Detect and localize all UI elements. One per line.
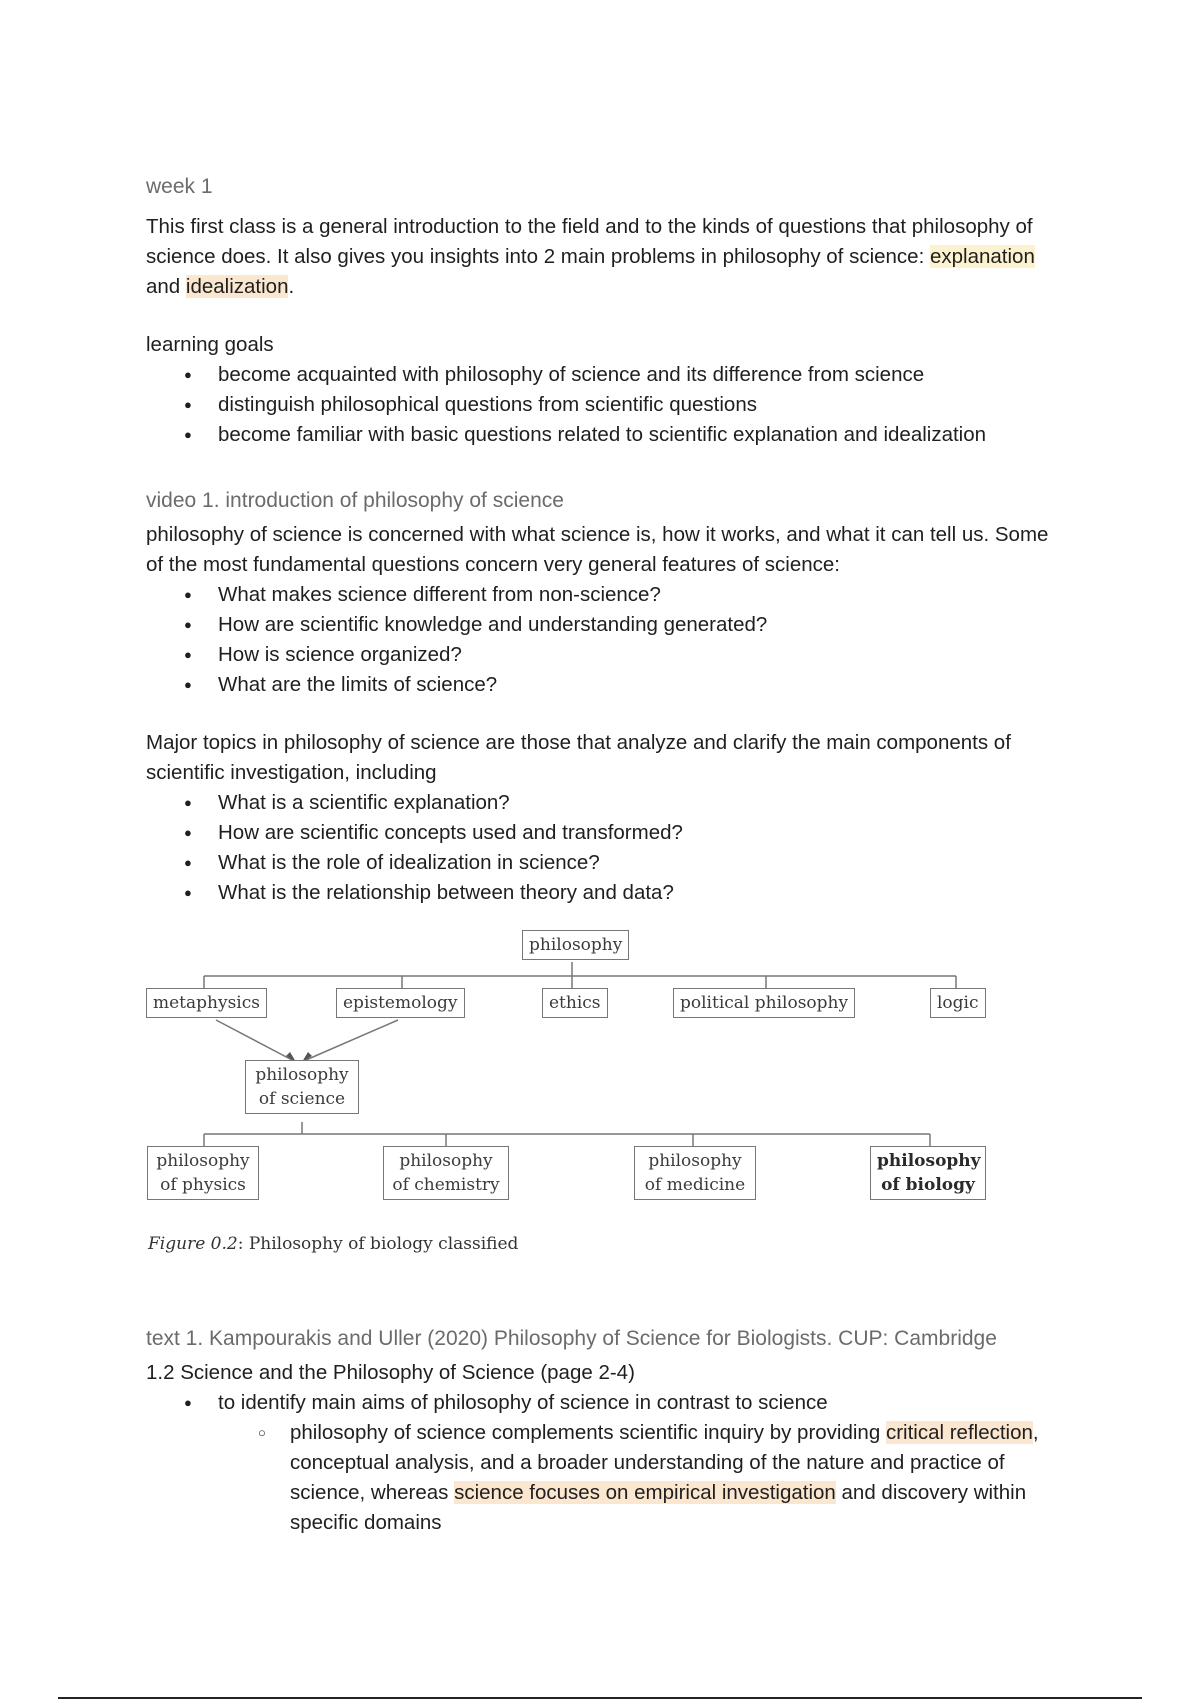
topics-paragraph: Major topics in philosophy of science are those that analyze and clarify the main components of scientific investigation, including bbox=[146, 731, 1011, 784]
node-line: of chemistry bbox=[392, 1175, 500, 1195]
list-item: ● become acquainted with philosophy of science and its difference from science bbox=[218, 360, 1066, 390]
node-ethics: ethics bbox=[542, 988, 608, 1018]
text1-heading: text 1. Kampourakis and Uller (2020) Philosophy of Science for Biologists. CUP: Cambridge bbox=[146, 1327, 997, 1350]
highlight-critical-reflection: critical reflection bbox=[885, 1421, 1033, 1444]
list-item: ● distinguish philosophical questions from scientific questions bbox=[218, 390, 1066, 420]
node-line: of science bbox=[258, 1089, 346, 1109]
highlight-idealization: idealization bbox=[185, 275, 289, 298]
text1-sublist bbox=[218, 1418, 1066, 1538]
intro-text-end: . bbox=[288, 275, 295, 298]
intro-text: This first class is a general introduction to the field and to the kinds of questions that philosophy of science does. It also gives you insights into 2 main problems in philosophy of science: bbox=[146, 215, 1033, 268]
node-line: philosophy bbox=[255, 1065, 349, 1085]
node-philosophy: philosophy bbox=[522, 930, 629, 960]
node-logic: logic bbox=[930, 988, 986, 1018]
week-intro bbox=[146, 212, 1066, 302]
fundamental-questions-list bbox=[146, 580, 1066, 700]
sub-text-mid: , conceptual analysis, and a broader understanding of the nature and practice of science, whereas bbox=[290, 1421, 1039, 1504]
list-item bbox=[218, 1388, 1066, 1538]
intro-text-mid: and bbox=[146, 275, 186, 298]
node-line: of physics bbox=[160, 1175, 246, 1195]
node-political-philosophy: political philosophy bbox=[673, 988, 855, 1018]
node-line: philosophy bbox=[156, 1151, 250, 1171]
list-item: ● How is science organized? bbox=[218, 640, 1066, 670]
node-line: of biology bbox=[881, 1175, 975, 1195]
list-item-text: to identify main aims of philosophy of science in contrast to science bbox=[218, 1391, 828, 1414]
learning-goals-list bbox=[146, 360, 1066, 450]
major-topics-list bbox=[146, 788, 1066, 908]
week-heading: week 1 bbox=[146, 175, 213, 198]
document-body bbox=[146, 172, 1066, 908]
text1-subheading: 1.2 Science and the Philosophy of Science (page 2-4) bbox=[146, 1361, 635, 1384]
node-line: philosophy bbox=[877, 1151, 981, 1171]
figure-caption bbox=[148, 1234, 518, 1254]
node-line: philosophy bbox=[399, 1151, 493, 1171]
caption-label: Figure 0.2 bbox=[148, 1234, 238, 1254]
highlight-explanation: explanation bbox=[929, 245, 1035, 268]
node-metaphysics: metaphysics bbox=[146, 988, 267, 1018]
list-item: ● How are scientific knowledge and understanding generated? bbox=[218, 610, 1066, 640]
sublist-item bbox=[290, 1418, 1066, 1538]
sub-text: philosophy of science complements scientific inquiry by providing bbox=[290, 1421, 886, 1444]
caption-text: : Philosophy of biology classified bbox=[237, 1234, 519, 1254]
video1-heading: video 1. introduction of philosophy of science bbox=[146, 489, 564, 512]
list-item: ● What is the relationship between theory and data? bbox=[218, 878, 1066, 908]
node-philosophy-of-medicine bbox=[634, 1146, 756, 1200]
node-philosophy-of-science bbox=[245, 1060, 359, 1114]
list-item: ● What is a scientific explanation? bbox=[218, 788, 1066, 818]
list-item: ● What is the role of idealization in science? bbox=[218, 848, 1066, 878]
text1-section bbox=[146, 1324, 1066, 1538]
philosophy-classification-diagram bbox=[146, 928, 996, 1268]
sub-text-end: and discovery within specific domains bbox=[290, 1481, 1027, 1534]
learning-goals-label: learning goals bbox=[146, 333, 274, 356]
node-line: philosophy bbox=[648, 1151, 742, 1171]
text1-list bbox=[146, 1388, 1066, 1538]
node-philosophy-of-physics bbox=[147, 1146, 259, 1200]
list-item: ● become familiar with basic questions related to scientific explanation and idealization bbox=[218, 420, 1066, 450]
list-item: ● How are scientific concepts used and transformed? bbox=[218, 818, 1066, 848]
node-philosophy-of-biology bbox=[870, 1146, 986, 1200]
node-epistemology: epistemology bbox=[336, 988, 465, 1018]
page-bottom-rule bbox=[58, 1697, 1142, 1699]
video1-paragraph: philosophy of science is concerned with what science is, how it works, and what it can tell us. Some of the most fundamental questions concern very general features of science: bbox=[146, 523, 1049, 576]
highlight-empirical-investigation: science focuses on empirical investigation bbox=[454, 1481, 836, 1504]
list-item: ● What are the limits of science? bbox=[218, 670, 1066, 700]
node-line: of medicine bbox=[644, 1175, 746, 1195]
list-item: ● What makes science different from non-science? bbox=[218, 580, 1066, 610]
node-philosophy-of-chemistry bbox=[383, 1146, 509, 1200]
